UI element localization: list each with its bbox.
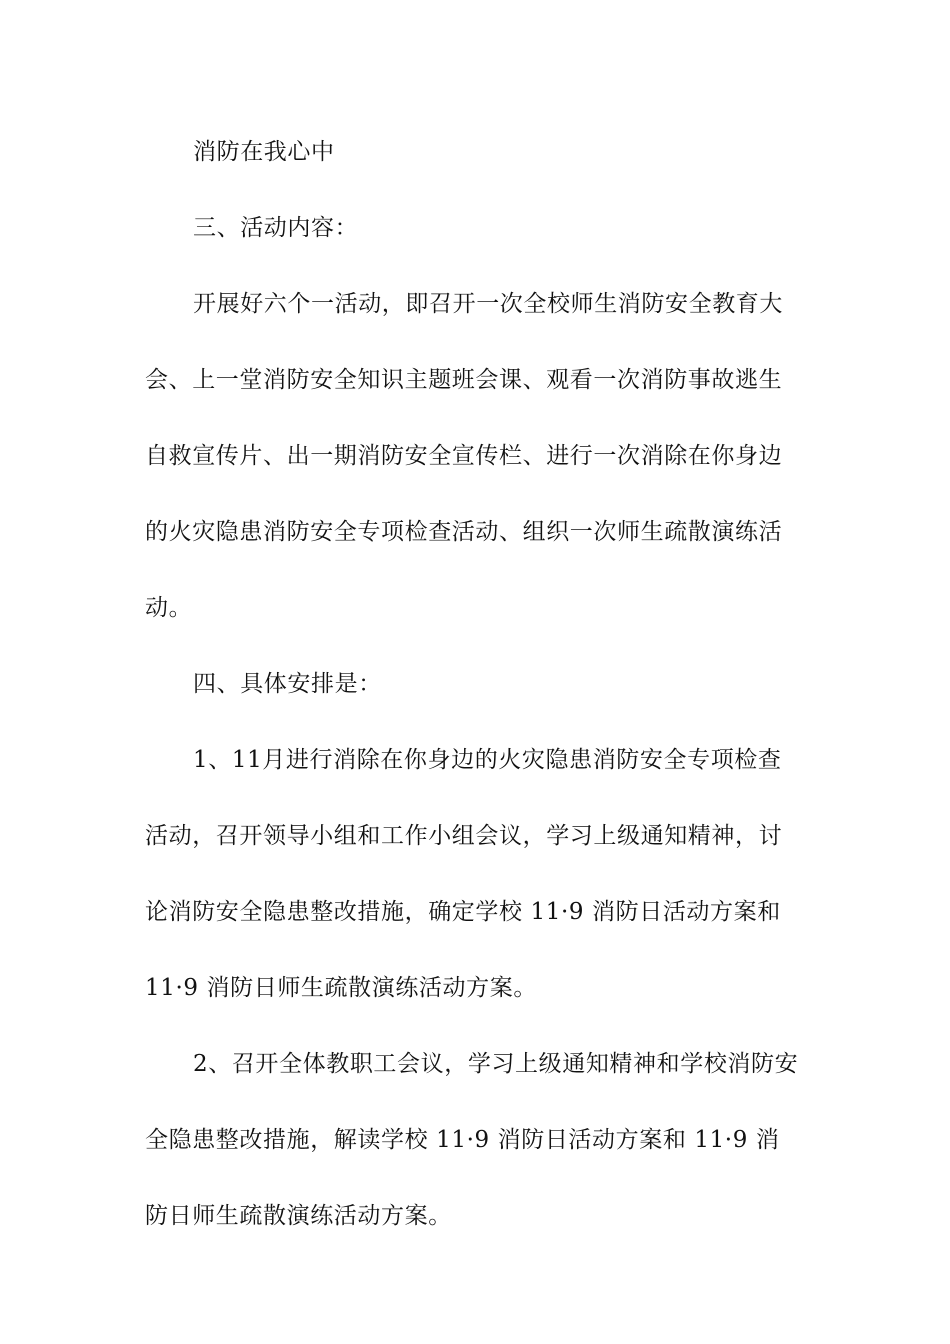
paragraph-line: 11·9 消防日师生疏散演练活动方案。 xyxy=(145,975,537,1001)
paragraph-line: 自救宣传片、出一期消防安全宣传栏、进行一次消除在你身边 xyxy=(145,443,783,469)
paragraph-line: 论消防安全隐患整改措施，确定学校 11·9 消防日活动方案和 xyxy=(145,899,781,925)
paragraph-line: 活动，召开领导小组和工作小组会议，学习上级通知精神，讨 xyxy=(145,823,783,849)
section-heading-activity-content: 三、活动内容： xyxy=(193,215,359,241)
paragraph-line: 动。 xyxy=(145,595,193,621)
paragraph-line: 会、上一堂消防安全知识主题班会课、观看一次消防事故逃生 xyxy=(145,367,783,393)
paragraph-line: 1、11月进行消除在你身边的火灾隐患消防安全专项检查 xyxy=(193,747,782,773)
paragraph-line: 开展好六个一活动，即召开一次全校师生消防安全教育大 xyxy=(193,291,783,317)
paragraph-line: 2、召开全体教职工会议，学习上级通知精神和学校消防安 xyxy=(193,1051,799,1077)
paragraph-line: 的火灾隐患消防安全专项检查活动、组织一次师生疏散演练活 xyxy=(145,519,783,545)
slogan-line: 消防在我心中 xyxy=(193,139,335,165)
section-heading-arrangement: 四、具体安排是： xyxy=(193,671,382,697)
paragraph-line: 全隐患整改措施，解读学校 11·9 消防日活动方案和 11·9 消 xyxy=(145,1127,780,1153)
paragraph-line: 防日师生疏散演练活动方案。 xyxy=(145,1203,452,1229)
